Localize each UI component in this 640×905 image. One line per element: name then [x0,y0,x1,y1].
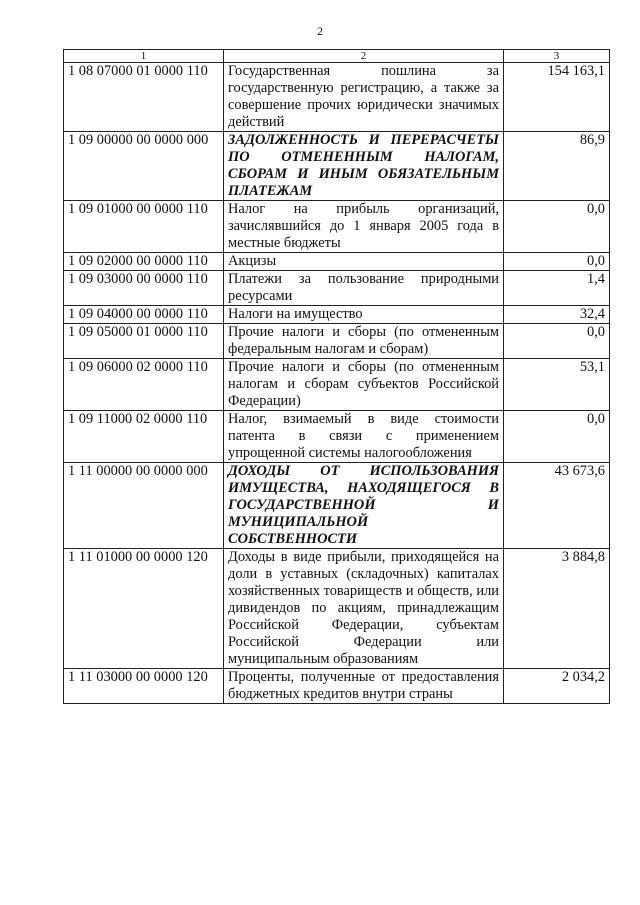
revenue-amount: 43 673,6 [504,463,610,549]
revenue-code: 1 09 05000 01 0000 110 [64,324,224,359]
revenue-name: Прочие налоги и сборы (по отмененным налогам и сборам субъектов Российской Федерации) [224,359,504,411]
revenue-code: 1 09 06000 02 0000 110 [64,359,224,411]
budget-revenue-table [63,49,610,704]
revenue-code: 1 09 04000 00 0000 110 [64,306,224,324]
table-row [64,463,610,549]
revenue-amount: 3 884,8 [504,549,610,669]
revenue-name: Доходы в виде прибыли, приходящейся на доли в уставных (складочных) капиталах хозяйственных товариществ и обществ, или дивидендов по акциям, принадлежащим Российской Федерации, субъектам Российской Федерации или муниципальным образованиям [224,549,504,669]
table-row [64,132,610,201]
table-row [64,411,610,463]
revenue-name: ЗАДОЛЖЕННОСТЬ И ПЕРЕРАСЧЕТЫ ПО ОТМЕНЕННЫМ НАЛОГАМ, СБОРАМ И ИНЫМ ОБЯЗАТЕЛЬНЫМ ПЛАТЕЖАМ [224,132,504,201]
table-row [64,201,610,253]
revenue-name: Прочие налоги и сборы (по отмененным федеральным налогам и сборам) [224,324,504,359]
revenue-code: 1 09 02000 00 0000 110 [64,253,224,271]
revenue-amount: 0,0 [504,411,610,463]
table-row [64,63,610,132]
revenue-code: 1 11 01000 00 0000 120 [64,549,224,669]
revenue-amount: 1,4 [504,271,610,306]
revenue-amount: 0,0 [504,253,610,271]
revenue-amount: 0,0 [504,201,610,253]
table-row [64,271,610,306]
table-row [64,669,610,704]
table-row [64,549,610,669]
revenue-name: ДОХОДЫ ОТ ИСПОЛЬЗОВАНИЯ ИМУЩЕСТВА, НАХОДЯЩЕГОСЯ В ГОСУДАРСТВЕННОЙ И МУНИЦИПАЛЬНОЙ СОБСТВЕННОСТИ [224,463,504,549]
revenue-amount: 0,0 [504,324,610,359]
column-number-3: 3 [504,50,610,63]
page-number: 2 [317,24,323,38]
column-number-row [64,50,610,63]
revenue-code: 1 08 07000 01 0000 110 [64,63,224,132]
column-number-1: 1 [64,50,224,63]
revenue-code: 1 09 00000 00 0000 000 [64,132,224,201]
table-row [64,306,610,324]
revenue-code: 1 09 01000 00 0000 110 [64,201,224,253]
revenue-name: Налог на прибыль организаций, зачислявшийся до 1 января 2005 года в местные бюджеты [224,201,504,253]
revenue-name: Государственная пошлина за государственную регистрацию, а также за совершение прочих юридически значимых действий [224,63,504,132]
revenue-amount: 154 163,1 [504,63,610,132]
revenue-name: Налог, взимаемый в виде стоимости патента в связи с применением упрощенной системы налогообложения [224,411,504,463]
revenue-amount: 53,1 [504,359,610,411]
revenue-code: 1 11 03000 00 0000 120 [64,669,224,704]
revenue-code: 1 09 03000 00 0000 110 [64,271,224,306]
revenue-amount: 86,9 [504,132,610,201]
column-number-2: 2 [224,50,504,63]
revenue-code: 1 11 00000 00 0000 000 [64,463,224,549]
table-body [64,63,610,704]
revenue-name: Платежи за пользование природными ресурсами [224,271,504,306]
revenue-code: 1 09 11000 02 0000 110 [64,411,224,463]
revenue-name: Проценты, полученные от предоставления бюджетных кредитов внутри страны [224,669,504,704]
revenue-name: Акцизы [224,253,504,271]
table-row [64,359,610,411]
table-row [64,324,610,359]
revenue-name: Налоги на имущество [224,306,504,324]
revenue-amount: 2 034,2 [504,669,610,704]
table-row [64,253,610,271]
revenue-amount: 32,4 [504,306,610,324]
